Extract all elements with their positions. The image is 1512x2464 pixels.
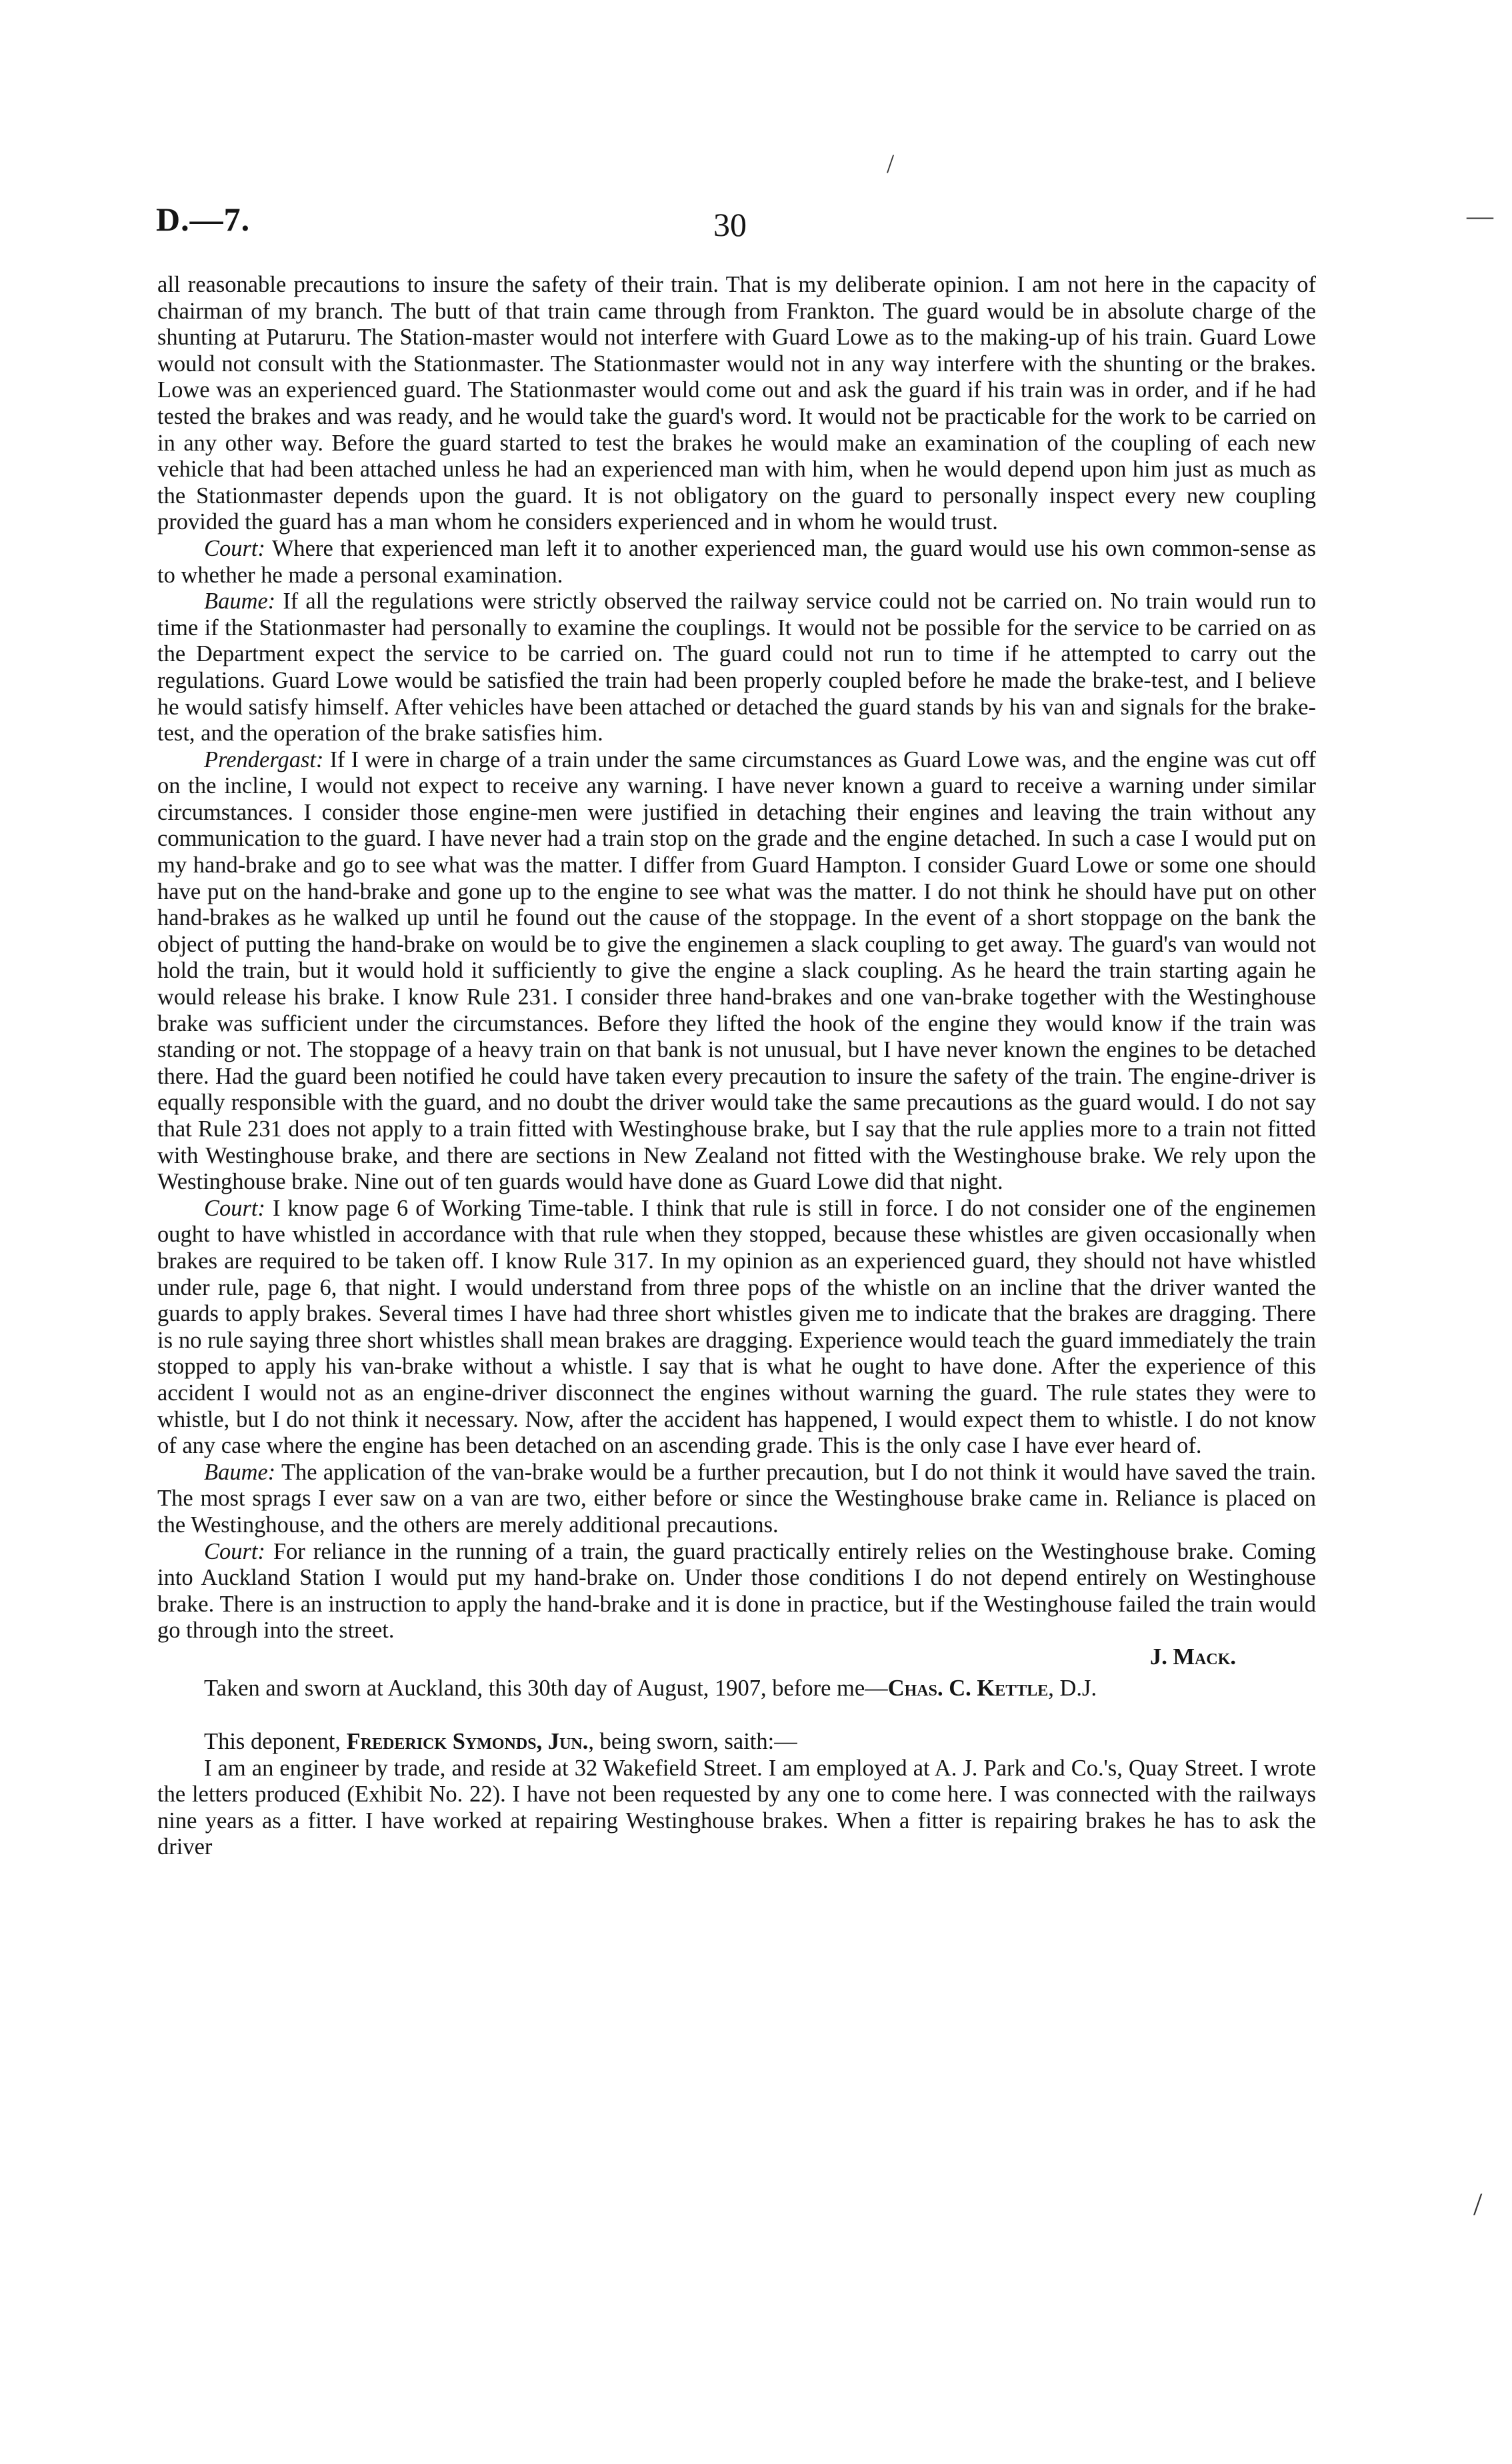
speaker-label: Court:	[204, 535, 266, 561]
speaker-label: Court:	[204, 1195, 266, 1221]
speaker-label: Prendergast:	[204, 746, 324, 772]
sworn-official: Chas. C. Kettle	[887, 1676, 1049, 1702]
testimony-paragraph	[157, 1539, 1316, 1644]
paragraph-text: If I were in charge of a train under the same circumstances as Guard Lowe was, and the engine was cut off on the incline, I would not expect to receive any warning. I have never known a guard to receive a warning under similar circumstances. I consider those engine-men were justified in detaching their engines and leaving the train without any communication to the guard. I have never had a train stop on the grade and the engine detached. In such a case I would put on my hand-brake and go to see what was the matter. I differ from Guard Hampton. I consider Guard Lowe or some one should have put on the hand-brake and gone up to the engine to see what was the matter. I do not think he should have put on other hand-brakes as he walked up until he found out the cause of the stoppage. In the event of a short stoppage on the bank the object of putting the hand-brake on would be to give the enginemen a slack coupling to get away. The guard's van would not hold the train, but it would hold it sufficiently to give the engine a slack coupling. As he heard the train starting again he would release his brake. I know Rule 231. I consider three hand-brakes and one van-brake together with the Westinghouse brake was sufficient under the circumstances. Before they lifted the hook of the engine they would know if the train was standing or not. The stoppage of a heavy train on that bank is not unusual, but I have never known the engines to be detached there. Had the guard been notified he could have taken every precaution to insure the safety of the train. The engine-driver is equally responsible with the guard, and no doubt the driver would take the same precautions as the guard would. I do not say that Rule 231 does not apply to a train fitted with Westinghouse brake, but I say that the rule applies more to a train not fitted with Westinghouse brake, and there are sections in New Zealand not fitted with the Westinghouse brake. We rely upon the Westinghouse brake. Nine out of ten guards would have done as Guard Lowe did that night.	[157, 746, 1316, 1195]
paragraph-text: I know page 6 of Working Time-table. I think that rule is still in force. I do not consider one of the enginemen ought to have whistled in accordance with that rule when they stopped, because these whistles are given occasionally when brakes are required to be taken off. I know Rule 317. In my opinion as an experienced guard, they should not have whistled under rule, page 6, that night. I would understand from three pops of the whistle on an incline that the driver wanted the guards to apply brakes. Several times I have had three short whistles given me to indicate that the brakes are dragging. There is no rule saying three short whistles shall mean brakes are dragging. Experience would teach the guard immediately the train stopped to apply his van-brake without a whistle. I say that is what he ought to have done. After the experience of this accident I would not as an engine-driver disconnect the engines without warning the guard. The rule states they were to whistle, but I do not think it necessary. Now, after the accident has happened, I would expect them to whistle. I do not know of any case where the engine has been detached on an ascending grade. This is the only case I have ever heard of.	[157, 1195, 1316, 1459]
top-margin-mark: /	[887, 149, 895, 179]
paragraph-text: Where that experienced man left it to another experienced man, the guard would use his own common-sense as to whether he made a personal examination.	[157, 535, 1316, 588]
paragraph-text: The application of the van-brake would be a further precaution, but I do not think it would have saved the train. The most sprags I ever saw on a van are two, either before or since the Westinghouse brake came in. Reliance is placed on the Westinghouse, and the others are merely additional precautions.	[157, 1459, 1316, 1538]
testimony-paragraph	[157, 589, 1316, 747]
sworn-statement	[157, 1676, 1316, 1702]
speaker-label: Court:	[204, 1538, 266, 1564]
testimony-text	[157, 272, 1316, 1861]
sworn-text: Taken and sworn at Auckland, this 30th day of August, 1907, before me—	[204, 1676, 888, 1702]
deponent-intro-before: This deponent,	[204, 1729, 347, 1755]
deponent-intro-after: , being sworn, saith:—	[588, 1729, 797, 1755]
testimony-paragraph	[157, 1460, 1316, 1539]
speaker-label: Baume:	[204, 589, 276, 615]
speaker-label: Baume:	[204, 1459, 276, 1485]
deponent-testimony: I am an engineer by trade, and reside at 32 Wakefield Street. I am employed at A. J. Park and Co.'s, Quay Street. I wrote the letters produced (Exhibit No. 22). I have not been requested by any one to come here. I was connected with the railways nine years as a fitter. I have worked at repairing Westinghouse brakes. When a fitter is repairing brakes he has to ask the driver	[157, 1755, 1316, 1860]
deponent-name: Frederick Symonds, Jun.	[346, 1729, 589, 1755]
witness-signature: J. Mack.	[1149, 1644, 1236, 1670]
page-number: 30	[713, 206, 747, 243]
document-reference: D.—7.	[156, 201, 251, 238]
testimony-paragraph	[157, 1196, 1316, 1460]
corner-margin-mark: —	[1467, 201, 1493, 231]
continuation-paragraph: all reasonable precautions to insure the safety of their train. That is my deliberate opinion. I am not here in the capacity of chairman of my branch. The butt of that train came through from Frankton. The guard would be in absolute charge of the shunting at Putaruru. The Station-master would not interfere with Guard Lowe as to the making-up of his train. Guard Lowe would not consult with the Stationmaster. The Stationmaster would not in any way interfere with the shunting or the brakes. Lowe was an experienced guard. The Stationmaster would come out and ask the guard if his train was in order, and if he had tested the brakes and was ready, and he would take the guard's word. It would not be practicable for the work to be carried on in any other way. Before the guard started to test the brakes he would make an examination of the coupling of each new vehicle that had been attached unless he had an experienced man with him, when he would depend upon him just as much as the Stationmaster depends upon the guard. It is not obligatory on the guard to personally inspect every new coupling provided the guard has a man whom he considers experienced and in whom he would trust.	[157, 272, 1316, 535]
paragraph-text: If all the regulations were strictly observed the railway service could not be carried on. No train would run to time if the Stationmaster had personally to examine the couplings. It would not be possible for the service to be carried on as the Department expect the service to be carried on. The guard could not run to time if he attempted to carry out the regulations. Guard Lowe would be satisfied the train had been properly coupled before he made the brake-test, and I believe he would satisfy himself. After vehicles have been attached or detached the guard stands by his van and signals for the brake-test, and the operation of the brake satisfies him.	[157, 589, 1316, 746]
paragraph-text: For reliance in the running of a train, the guard practically entirely relies on the Westinghouse brake. Coming into Auckland Station I would put my hand-brake on. Under those conditions I do not depend entirely on Westinghouse brake. There is an instruction to apply the hand-brake and it is done in practice, but if the Westinghouse failed the train would go through into the street.	[157, 1538, 1316, 1644]
deponent-intro	[157, 1729, 1316, 1756]
testimony-paragraph	[157, 747, 1316, 1196]
testimony-paragraph	[157, 536, 1316, 589]
sworn-suffix: , D.J.	[1048, 1676, 1097, 1702]
side-margin-mark: /	[1473, 2187, 1483, 2222]
